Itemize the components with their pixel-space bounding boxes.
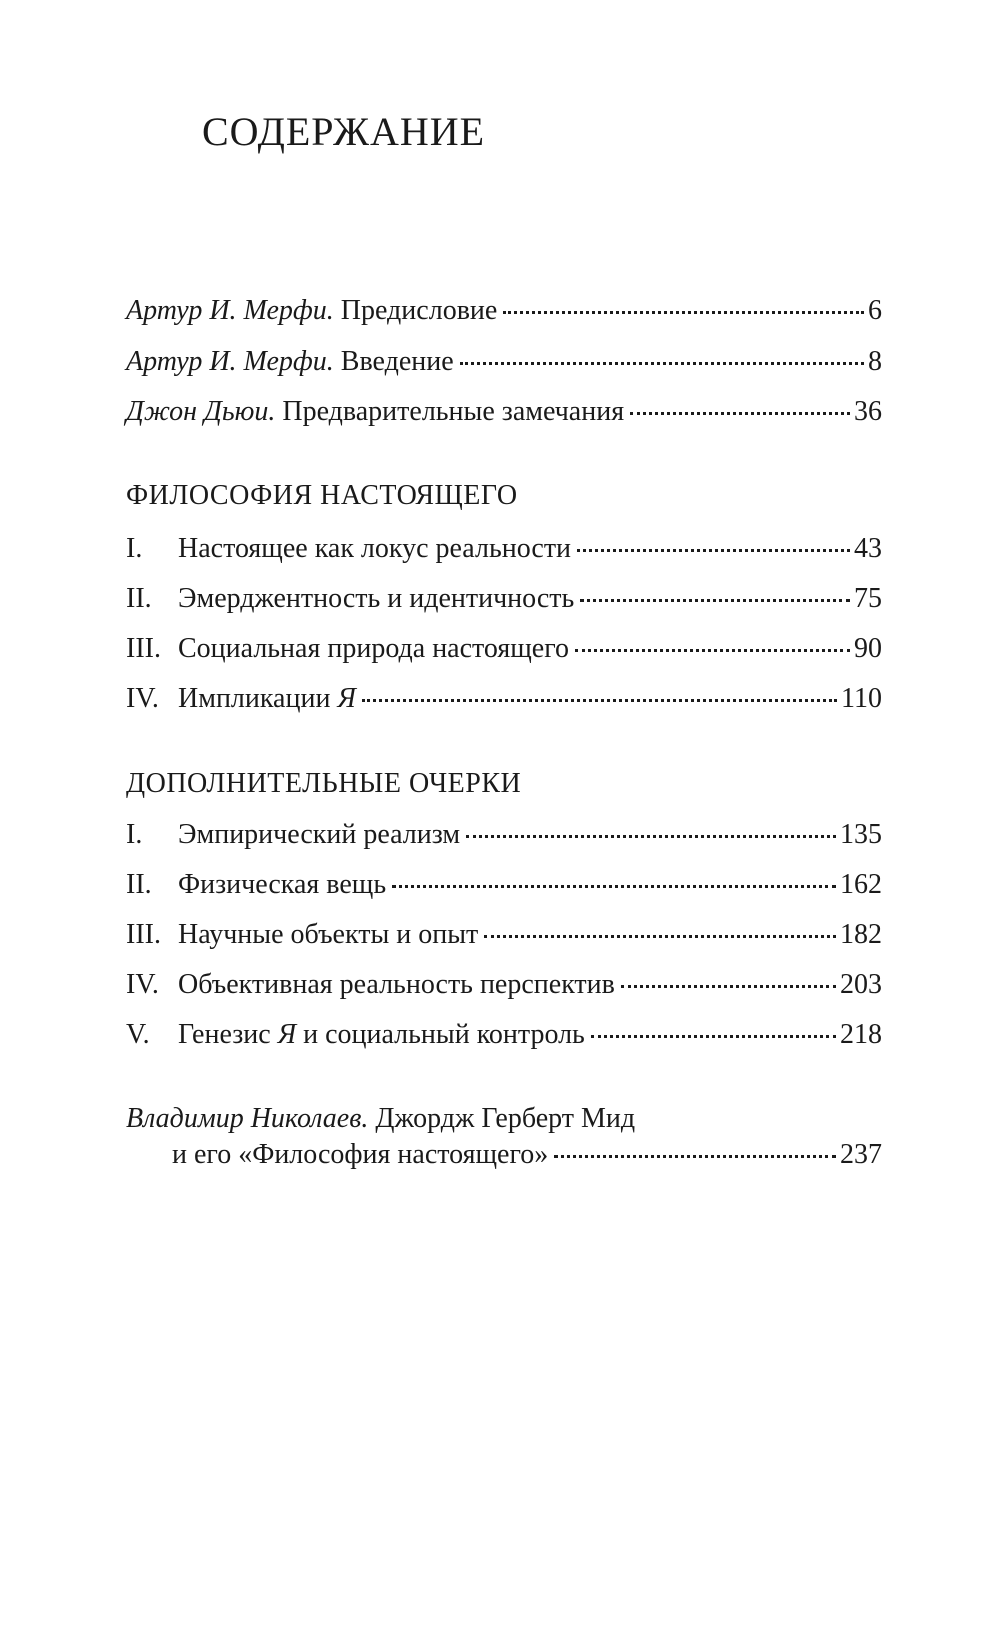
toc-entry-title: Импликации xyxy=(178,683,338,714)
chapter-number: II. xyxy=(126,583,152,614)
chapter-number: IV. xyxy=(126,683,159,714)
chapter-number: I. xyxy=(126,819,143,850)
dot-leader xyxy=(466,835,836,838)
toc-entry-page: 90 xyxy=(854,633,882,664)
toc-entry-chapter[interactable] xyxy=(126,1018,882,1052)
toc-entry-preface[interactable] xyxy=(126,294,882,328)
toc-entry-page: 36 xyxy=(854,396,882,427)
toc-entry-title: Эмпирический реализм xyxy=(178,819,461,850)
toc-entry-page: 182 xyxy=(840,919,882,950)
chapter-number: III. xyxy=(126,633,161,664)
dot-leader xyxy=(621,985,836,988)
page-title: СОДЕРЖАНИЕ xyxy=(202,109,486,154)
toc-entry-title: Введение xyxy=(340,346,454,377)
toc-entry-author: Артур И. Мерфи. xyxy=(126,295,334,326)
toc-entry-chapter[interactable] xyxy=(126,532,882,566)
toc-entry-page: 203 xyxy=(840,969,882,1000)
chapter-number: IV. xyxy=(126,969,159,1000)
toc-entry-title: Джордж Герберт Мид xyxy=(375,1103,636,1134)
toc-entry-title: Научные объекты и опыт xyxy=(178,919,479,950)
toc-entry-chapter[interactable] xyxy=(126,632,882,666)
toc-entry-page: 110 xyxy=(841,683,882,714)
section-heading-philosophy-of-present: ФИЛОСОФИЯ НАСТОЯЩЕГО xyxy=(126,480,518,511)
toc-entry-chapter[interactable] xyxy=(126,868,882,902)
toc-entry-author: Джон Дьюи. xyxy=(126,396,276,427)
toc-entry-title-emphasis: Я xyxy=(277,1019,297,1050)
dot-leader xyxy=(580,599,850,602)
dot-leader xyxy=(503,311,864,314)
toc-entry-title: Генезис xyxy=(178,1019,278,1050)
toc-entry-title: Социальная природа настоящего xyxy=(178,633,570,664)
dot-leader xyxy=(460,362,864,365)
toc-entry-title-rest: и социальный контроль xyxy=(296,1019,585,1050)
toc-entry-page: 43 xyxy=(854,533,882,564)
toc-entry-author: Артур И. Мерфи. xyxy=(126,346,334,377)
toc-entry-page: 218 xyxy=(840,1019,882,1050)
toc-entry-title-emphasis: Я xyxy=(337,683,356,714)
toc-entry-title: Настоящее как локус реальности xyxy=(178,533,572,564)
dot-leader xyxy=(577,549,850,552)
dot-leader xyxy=(554,1155,836,1158)
dot-leader xyxy=(630,412,850,415)
toc-entry-title: Предисловие xyxy=(340,295,498,326)
toc-entry-preliminary-remarks[interactable] xyxy=(126,395,882,429)
section-heading-additional-essays: ДОПОЛНИТЕЛЬНЫЕ ОЧЕРКИ xyxy=(126,768,522,799)
toc-entry-chapter[interactable] xyxy=(126,818,882,852)
toc-entry-title-continued: и его «Философия настоящего» xyxy=(172,1139,549,1170)
afterword-heading-line[interactable] xyxy=(126,1102,635,1136)
chapter-number: V. xyxy=(126,1019,150,1050)
toc-entry-title: Физическая вещь xyxy=(178,869,387,900)
toc-entry-page: 237 xyxy=(840,1139,882,1170)
chapter-number: III. xyxy=(126,919,161,950)
toc-entry-chapter[interactable] xyxy=(126,918,882,952)
toc-entry-page: 75 xyxy=(854,583,882,614)
toc-entry-afterword[interactable] xyxy=(172,1138,882,1172)
dot-leader xyxy=(484,935,836,938)
chapter-number: II. xyxy=(126,869,152,900)
dot-leader xyxy=(575,649,850,652)
toc-entry-title: Эмерджентность и идентичность xyxy=(178,583,575,614)
toc-entry-author: Владимир Николаев. xyxy=(126,1103,369,1134)
toc-entry-page: 162 xyxy=(840,869,882,900)
toc-entry-chapter[interactable] xyxy=(126,582,882,616)
toc-entry-page: 6 xyxy=(868,295,882,326)
toc-entry-chapter[interactable] xyxy=(126,968,882,1002)
toc-entry-introduction[interactable] xyxy=(126,345,882,379)
dot-leader xyxy=(392,885,836,888)
toc-entry-chapter[interactable] xyxy=(126,682,882,716)
toc-entry-title: Предварительные замечания xyxy=(282,396,625,427)
toc-entry-page: 8 xyxy=(868,346,882,377)
toc-entry-page: 135 xyxy=(840,819,882,850)
dot-leader xyxy=(591,1035,836,1038)
toc-entry-title: Объективная реальность перспектив xyxy=(178,969,615,1000)
dot-leader xyxy=(362,699,837,702)
chapter-number: I. xyxy=(126,533,143,564)
